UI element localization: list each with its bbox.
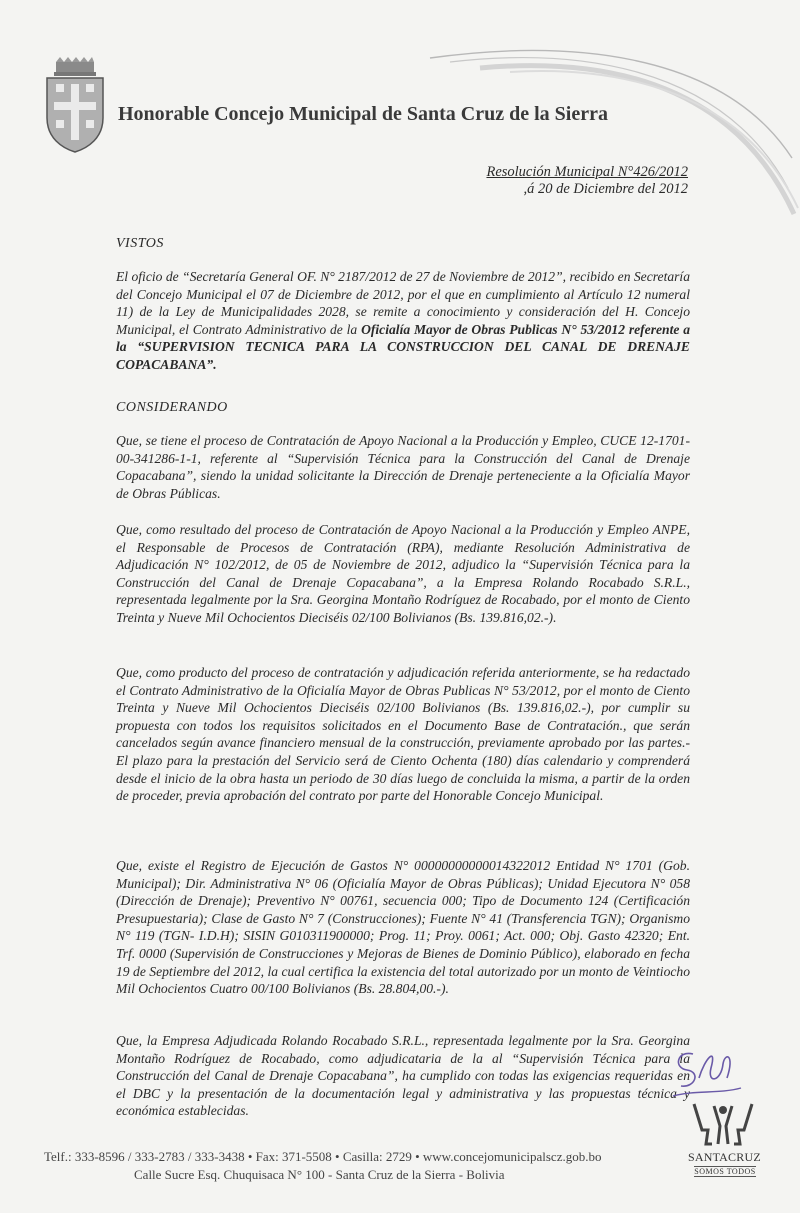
institution-title: Honorable Concejo Municipal de Santa Cruz de la Sierra xyxy=(118,103,608,125)
footer-address: Calle Sucre Esq. Chuquisaca N° 100 - Santa Cruz de la Sierra - Bolivia xyxy=(134,1167,505,1182)
signature-mark xyxy=(665,1038,745,1108)
considerando-paragraph-3: Que, como producto del proceso de contratación y adjudicación referida anteriormente, se ha redactado el Contrato Administrativo de la Oficialía Mayor de Obras Publicas N° 53/2012, por el monto de Ciento Treinta y Nueve Mil Ochocientos Dieciséis 02/100 Bolivianos (Bs. 139.816,02.-), por cumplir su propuesta con todos los requisitos solicitados en el Documento Base de Contratación., que serán cancelados según avance financiero mensual de la construcción, previamente aprobado por las partes.- El plazo para la prestación del Servicio será de Ciento Ochenta (180) días calendario y comprenderá desde el inicio de la obra hasta un periodo de 30 días luego de concluida la misma, a partir de la orden de proceder, previa aprobación del contrato por parte del Honorable Concejo Municipal. xyxy=(116,665,690,804)
considerando-heading: CONSIDERANDO xyxy=(116,400,228,415)
considerando-paragraph-4: Que, existe el Registro de Ejecución de Gastos N° 00000000000014322012 Entidad N° 1701 (Gob. Municipal); Dir. Administrativa N° 06 (Oficialía Mayor de Obras Públicas); Unidad Ejecutora N° 058 (Dirección de Drenaje); Preventivo N° 00761, secuencia 000; Tipo de Documento 124 (Certificación Presupuestaria); Clase de Gasto N° 7 (Construcciones); Fuente N° 41 (Transferencia TGN); Organismo N° 119 (TGN- I.D.H); SISIN G010311900000; Prog. 11; Proy. 0061; Act. 000; Obj. Gasto 42320; Ent. Trf. 0000 (Supervisión de Construcciones y Mejoras de Bienes de Dominio Público), elaborado en fecha 19 de Septiembre del 2012, la cual certifica la existencia del total autorizado por un monto de Veintiocho Mil Ochocientos Cuatro 00/100 Bolivianos (Bs. 28.804,00.-). xyxy=(116,858,690,997)
resolution-block xyxy=(486,164,688,198)
vistos-heading: VISTOS xyxy=(116,236,164,251)
vistos-paragraph xyxy=(116,268,690,374)
considerando-paragraph-2: Que, como resultado del proceso de Contratación de Apoyo Nacional a la Producción y Empleo ANPE, el Responsable de Procesos de Contratación (RPA), mediante Resolución Administrativa de Adjudicación N° 102/2012, de 05 de Noviembre de 2012, adjudico la “Supervisión Técnica para la Construcción del Canal de Drenaje Copacabana”, a la Empresa Rolando Rocabado S.R.L., representada legalmente por la Sra. Georgina Montaño Rodríguez de Rocabado, por el monto de Ciento Treinta y Nueve Mil Ochocientos Dieciséis 02/100 Bolivianos (Bs. 139.816,02.-). xyxy=(116,522,690,625)
footer-contact: Telf.: 333-8596 / 333-2783 / 333-3438 • Fax: 371-5508 • Casilla: 2729 • www.concejomunicipalscz.gob.bo xyxy=(44,1149,602,1164)
resolution-date: ,á 20 de Diciembre del 2012 xyxy=(523,181,688,197)
logo-name: SANTACRUZ xyxy=(688,1150,761,1164)
considerando-paragraph-1: Que, se tiene el proceso de Contratación de Apoyo Nacional a la Producción y Empleo, CUCE 12-1701-00-341286-1-1, referente al “Supervisión Técnica para la Construcción del Canal de Drenaje Copacabana”, siendo la unidad solicitante la Dirección de Drenaje perteneciente a la Oficialía Mayor de Obras Públicas. xyxy=(116,433,690,501)
resolution-number: Resolución Municipal N°426/2012 xyxy=(486,164,688,180)
santa-cruz-logo-icon xyxy=(688,1100,758,1152)
logo-slogan: SOMOS TODOS xyxy=(694,1167,756,1176)
vistos-text: El oficio de “Secretaría General OF. N° 2187/2012 de 27 de Noviembre de 2012”, recibido en Secretaría del Concejo Municipal el 07 de Diciembre de 2012, por el que en cumplimiento al Artículo 12 numeral 11) de la Ley de Municipalidades 2028, se remite a conocimiento y consideración del H. Concejo Municipal, el Contrato Administrativo de la xyxy=(116,269,691,337)
vistos-bold-text: Oficialía Mayor de Obras Publicas N° 53/2012 referente a la “SUPERVISION TECNICA PARA LA CONSTRUCCION DEL CANAL DE DRENAJE COPACABANA”. xyxy=(116,321,691,372)
considerando-paragraph-5: Que, la Empresa Adjudicada Rolando Rocabado S.R.L., representada legalmente por la Sra. Georgina Montaño Rodríguez de Rocabado, como adjudicataria de la al “Supervisión Técnica para la Construcción del Canal de Drenaje Copacabana”, ha cumplido con todas las exigencias requeridas en el DBC y la presentación de la documentación legal y administrativa y las propuestas técnica y económica establecidas. xyxy=(116,1033,690,1119)
coat-of-arms-icon xyxy=(44,56,106,154)
